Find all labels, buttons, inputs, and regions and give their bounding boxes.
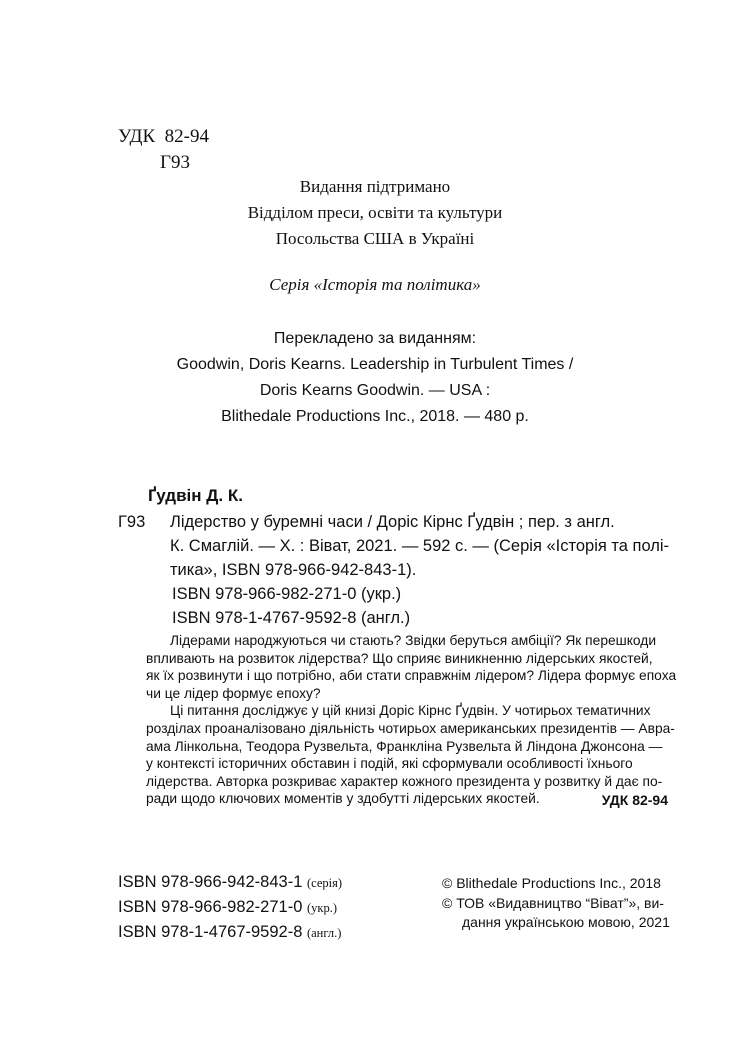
abstract-line: ама Лінкольна, Теодора Рузвельта, Франкліна Рузвельта й Ліндона Джонсона — <box>146 738 663 754</box>
copyright-block <box>442 874 670 933</box>
catalog-line: тика», ISBN 978-966-942-843-1). <box>170 561 417 579</box>
abstract-line: Лідерами народжуються чи стають? Звідки беруться амбіції? Як перешкоди <box>170 633 657 648</box>
copyright-line: © Blithedale Productions Inc., 2018 <box>442 875 661 891</box>
catalog-line: Лідерство у буремні часи / Доріс Кірнс Ґудвін ; пер. з англ. <box>170 513 615 531</box>
author-mark: Г93 <box>160 152 190 173</box>
isbn-item <box>118 920 342 945</box>
translated-line: Перекладено за виданням: <box>273 330 477 347</box>
support-line: Видання підтримано <box>299 177 451 196</box>
isbn-note: (серія) <box>306 876 343 890</box>
udk-code: 82-94 <box>164 126 209 147</box>
support-line: Відділом преси, освіти та культури <box>247 203 503 222</box>
catalog-line: К. Смаглій. — Х. : Віват, 2021. — 592 с. — (Серія «Історія та полі- <box>170 537 670 555</box>
translated-line: Blithedale Productions Inc., 2018. — 480 p. <box>221 408 529 425</box>
copyright-line: дання українською мовою, 2021 <box>462 914 670 930</box>
translated-line: Doris Kearns Goodwin. — USA : <box>259 382 491 399</box>
abstract-line: розділах проаналізовано діяльність чотирьох американських президентів — Авра- <box>146 720 675 736</box>
translated-line: Goodwin, Doris Kearns. Leadership in Turbulent Times / <box>176 356 574 373</box>
isbn-note: (англ.) <box>306 926 342 940</box>
catalog-isbn: ISBN 978-966-982-271-0 (укр.) <box>172 585 402 603</box>
catalog-isbn: ISBN 978-1-4767-9592-8 (англ.) <box>172 609 411 627</box>
abstract-line: впливають на розвиток лідерства? Що сприяє виникненню лідерських якостей, <box>146 650 653 666</box>
translated-from <box>0 326 750 430</box>
abstract-line: лідерства. Авторка розкриває характер кожного президента у розвитку й дає по- <box>146 773 663 789</box>
abstract-line: чи це лідер формує епоху? <box>146 685 321 701</box>
isbn-number: ISBN 978-966-942-843-1 <box>118 873 303 891</box>
isbn-item <box>118 895 342 920</box>
support-line: Посольства США в Україні <box>275 229 475 248</box>
abstract-line: Ці питання досліджує у цій книзі Доріс Кірнс Ґудвін. У чотирьох тематичних <box>170 703 651 719</box>
copyright-line: © ТОВ «Видавництво “Віват”», ви- <box>442 894 664 911</box>
abstract <box>146 632 677 808</box>
support-notice <box>0 174 750 252</box>
abstract-line: як їх розвинути і що потрібно, аби стати справжнім лідером? Лідера формує епоха <box>146 668 677 684</box>
isbn-number: ISBN 978-966-982-271-0 <box>118 898 303 916</box>
udk-block <box>118 124 209 176</box>
udk-line <box>118 124 209 150</box>
abstract-line: ради щодо ключових моментів у здобутті лідерських якостей. <box>146 791 540 807</box>
isbn-note: (укр.) <box>306 901 337 915</box>
isbn-list <box>118 870 342 945</box>
catalog-record <box>118 510 678 630</box>
series-title: Серія «Історія та політика» <box>269 275 481 294</box>
catalog-author: Ґудвін Д. К. <box>148 486 243 505</box>
catalog-mark: Г93 <box>118 513 146 531</box>
udk-label: УДК <box>118 126 156 147</box>
isbn-number: ISBN 978-1-4767-9592-8 <box>118 923 303 941</box>
isbn-item <box>118 870 342 895</box>
abstract-line: у контексті історичних обставин і подій, які сформували особливості їхнього <box>146 756 633 772</box>
abstract-udk: УДК 82-94 <box>601 792 668 808</box>
